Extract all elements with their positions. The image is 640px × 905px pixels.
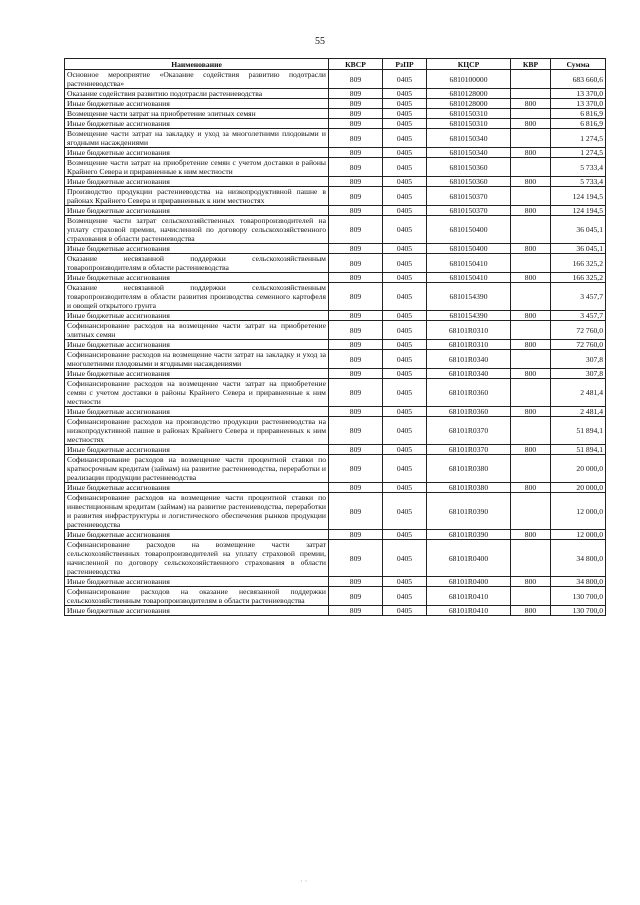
row-kcsr: 6810150370: [427, 206, 511, 216]
row-rzpr: 0405: [383, 216, 427, 244]
row-kvsr: 809: [329, 369, 383, 379]
row-rzpr: 0405: [383, 369, 427, 379]
row-kvsr: 809: [329, 254, 383, 273]
row-name: Софинансирование расходов на оказание несвязанной поддержки сельскохозяйственным товаропроизводителям в области растениеводства: [65, 587, 329, 606]
row-kvr: 800: [511, 273, 551, 283]
row-name: Софинансирование расходов на возмещение части процентной ставки по краткосрочным кредитам (займам) на развитие растениеводства, переработки и реализации продукции растениеводства: [65, 455, 329, 483]
table-row: [65, 340, 606, 350]
row-kcsr: 6810150360: [427, 158, 511, 177]
row-sum: 166 325,2: [551, 273, 606, 283]
row-kvr: 800: [511, 407, 551, 417]
row-rzpr: 0405: [383, 407, 427, 417]
row-name: Софинансирование расходов на производство продукции растениеводства на низкопродуктивной пашне в районах Крайнего Севера и приравненных к ним местностях: [65, 417, 329, 445]
row-kcsr: 6810150410: [427, 254, 511, 273]
header-row: [65, 59, 606, 70]
row-sum: 6 816,9: [551, 109, 606, 119]
row-sum: 36 045,1: [551, 216, 606, 244]
row-kvsr: 809: [329, 340, 383, 350]
table-row: [65, 445, 606, 455]
table-row: [65, 187, 606, 206]
row-kvr: [511, 129, 551, 148]
row-kvr: 800: [511, 177, 551, 187]
row-kvr: 800: [511, 206, 551, 216]
table-row: [65, 606, 606, 616]
row-rzpr: 0405: [383, 109, 427, 119]
row-sum: 20 000,0: [551, 455, 606, 483]
row-kvsr: 809: [329, 89, 383, 99]
row-kvsr: 809: [329, 206, 383, 216]
row-kcsr: 6810150410: [427, 273, 511, 283]
row-sum: 5 733,4: [551, 177, 606, 187]
row-kvsr: 809: [329, 540, 383, 577]
row-kcsr: 68101R0340: [427, 350, 511, 369]
row-rzpr: 0405: [383, 244, 427, 254]
row-kcsr: 68101R0380: [427, 455, 511, 483]
table-row: [65, 99, 606, 109]
header-kvr: КВР: [511, 59, 551, 70]
row-rzpr: 0405: [383, 177, 427, 187]
row-name: Оказание несвязанной поддержки сельскохозяйственным товаропроизводителям в области развития производства семенного картофеля и овощей открытого грунта: [65, 283, 329, 311]
row-sum: 13 370,0: [551, 99, 606, 109]
row-name: Иные бюджетные ассигнования: [65, 340, 329, 350]
row-kcsr: 68101R0410: [427, 587, 511, 606]
table-row: [65, 587, 606, 606]
row-kcsr: 6810150400: [427, 244, 511, 254]
row-sum: 12 000,0: [551, 493, 606, 530]
table-row: [65, 177, 606, 187]
row-rzpr: 0405: [383, 350, 427, 369]
row-kvr: [511, 158, 551, 177]
table-row: [65, 283, 606, 311]
row-sum: 72 760,0: [551, 340, 606, 350]
row-kvr: [511, 89, 551, 99]
row-sum: 1 274,5: [551, 129, 606, 148]
table-row: [65, 311, 606, 321]
row-name: Иные бюджетные ассигнования: [65, 99, 329, 109]
row-kvsr: 809: [329, 119, 383, 129]
row-name: Оказание несвязанной поддержки сельскохозяйственным товаропроизводителям в области растениеводства: [65, 254, 329, 273]
row-rzpr: 0405: [383, 417, 427, 445]
row-rzpr: 0405: [383, 493, 427, 530]
row-sum: 1 274,5: [551, 148, 606, 158]
row-kcsr: 68101R0370: [427, 445, 511, 455]
row-kcsr: 6810150360: [427, 177, 511, 187]
budget-table: [64, 58, 606, 616]
row-kvr: 800: [511, 606, 551, 616]
row-sum: 34 800,0: [551, 577, 606, 587]
row-name: Иные бюджетные ассигнования: [65, 606, 329, 616]
row-sum: 130 700,0: [551, 587, 606, 606]
row-kvr: 800: [511, 99, 551, 109]
row-rzpr: 0405: [383, 311, 427, 321]
row-kvr: [511, 350, 551, 369]
table-row: [65, 530, 606, 540]
row-rzpr: 0405: [383, 148, 427, 158]
header-kvsr: КВСР: [329, 59, 383, 70]
row-name: Иные бюджетные ассигнования: [65, 577, 329, 587]
row-kvsr: 809: [329, 109, 383, 119]
table-row: [65, 158, 606, 177]
scan-artifact: · ·: [300, 877, 308, 886]
row-kvsr: 809: [329, 587, 383, 606]
row-rzpr: 0405: [383, 540, 427, 577]
row-sum: 51 894,1: [551, 445, 606, 455]
row-kcsr: 68101R0380: [427, 483, 511, 493]
row-sum: 36 045,1: [551, 244, 606, 254]
row-name: Возмещение части затрат на закладку и уход за многолетними плодовыми и ягодными насаждениями: [65, 129, 329, 148]
row-kcsr: 6810154390: [427, 311, 511, 321]
row-rzpr: 0405: [383, 577, 427, 587]
row-rzpr: 0405: [383, 283, 427, 311]
row-kvsr: 809: [329, 417, 383, 445]
table-row: [65, 369, 606, 379]
row-rzpr: 0405: [383, 340, 427, 350]
row-rzpr: 0405: [383, 119, 427, 129]
table-row: [65, 577, 606, 587]
row-kcsr: 68101R0360: [427, 379, 511, 407]
row-kvsr: 809: [329, 177, 383, 187]
row-rzpr: 0405: [383, 530, 427, 540]
row-name: Иные бюджетные ассигнования: [65, 407, 329, 417]
row-kcsr: 6810128000: [427, 99, 511, 109]
row-rzpr: 0405: [383, 158, 427, 177]
row-kcsr: 68101R0340: [427, 369, 511, 379]
table-row: [65, 483, 606, 493]
row-kvr: [511, 493, 551, 530]
row-kcsr: 6810150310: [427, 109, 511, 119]
row-rzpr: 0405: [383, 606, 427, 616]
row-name: Софинансирование расходов на возмещение части затрат на приобретение семян с учетом доставки в районы Крайнего Севера и приравненные к ним местности: [65, 379, 329, 407]
row-kvsr: 809: [329, 483, 383, 493]
row-sum: 307,8: [551, 369, 606, 379]
table-row: [65, 350, 606, 369]
table-row: [65, 321, 606, 340]
row-name: Иные бюджетные ассигнования: [65, 244, 329, 254]
row-rzpr: 0405: [383, 206, 427, 216]
table-row: [65, 244, 606, 254]
row-name: Иные бюджетные ассигнования: [65, 530, 329, 540]
row-kvr: 800: [511, 530, 551, 540]
row-kcsr: 68101R0360: [427, 407, 511, 417]
row-sum: 34 800,0: [551, 540, 606, 577]
row-name: Софинансирование расходов на возмещение части затрат на закладку и уход за многолетними плодовыми и ягодными насаждениями: [65, 350, 329, 369]
table-row: [65, 254, 606, 273]
row-kcsr: 68101R0400: [427, 540, 511, 577]
row-name: Иные бюджетные ассигнования: [65, 206, 329, 216]
row-kvr: 800: [511, 340, 551, 350]
row-kcsr: 6810154390: [427, 283, 511, 311]
row-rzpr: 0405: [383, 187, 427, 206]
table-row: [65, 206, 606, 216]
row-sum: 124 194,5: [551, 187, 606, 206]
row-kvr: [511, 187, 551, 206]
row-kvsr: 809: [329, 148, 383, 158]
table-row: [65, 148, 606, 158]
table-row: [65, 109, 606, 119]
row-kvsr: 809: [329, 321, 383, 340]
row-kcsr: 68101R0400: [427, 577, 511, 587]
row-kvr: 800: [511, 445, 551, 455]
row-kcsr: 68101R0310: [427, 321, 511, 340]
row-name: Иные бюджетные ассигнования: [65, 311, 329, 321]
row-kvsr: 809: [329, 530, 383, 540]
row-rzpr: 0405: [383, 70, 427, 89]
row-kcsr: 68101R0370: [427, 417, 511, 445]
row-sum: 2 481,4: [551, 407, 606, 417]
row-kvsr: 809: [329, 311, 383, 321]
row-kvr: [511, 455, 551, 483]
table-row: [65, 540, 606, 577]
table-row: [65, 273, 606, 283]
row-name: Иные бюджетные ассигнования: [65, 483, 329, 493]
row-kvr: [511, 70, 551, 89]
row-kvr: 800: [511, 244, 551, 254]
row-kvr: [511, 379, 551, 407]
table-row: [65, 417, 606, 445]
row-name: Иные бюджетные ассигнования: [65, 273, 329, 283]
row-sum: 12 000,0: [551, 530, 606, 540]
row-rzpr: 0405: [383, 483, 427, 493]
row-sum: 6 816,9: [551, 119, 606, 129]
row-kvr: 800: [511, 119, 551, 129]
row-sum: 51 894,1: [551, 417, 606, 445]
row-sum: 72 760,0: [551, 321, 606, 340]
row-name: Оказание содействия развитию подотрасли растениеводства: [65, 89, 329, 99]
row-kvsr: 809: [329, 216, 383, 244]
row-kvr: 800: [511, 369, 551, 379]
row-kvsr: 809: [329, 244, 383, 254]
row-name: Софинансирование расходов на возмещение части процентной ставки по инвестиционным кредитам (займам) на развитие растениеводства, переработки и развития инфраструктуры и логистического обеспечения рынков продукции растениеводства: [65, 493, 329, 530]
row-kvr: [511, 216, 551, 244]
header-kcsr: КЦСР: [427, 59, 511, 70]
row-name: Производство продукции растениеводства на низкопродуктивной пашне в районах Крайнего Севера и приравненных к ним местностях: [65, 187, 329, 206]
table-row: [65, 407, 606, 417]
row-kcsr: 6810150340: [427, 129, 511, 148]
row-rzpr: 0405: [383, 273, 427, 283]
table-row: [65, 129, 606, 148]
row-sum: 166 325,2: [551, 254, 606, 273]
row-kcsr: 6810128000: [427, 89, 511, 99]
row-kvr: [511, 283, 551, 311]
table-row: [65, 70, 606, 89]
row-kcsr: 6810150310: [427, 119, 511, 129]
row-name: Иные бюджетные ассигнования: [65, 445, 329, 455]
row-name: Основное мероприятие «Оказание содействия развитию подотрасли растениеводства»: [65, 70, 329, 89]
row-kvsr: 809: [329, 493, 383, 530]
row-sum: 683 660,6: [551, 70, 606, 89]
table-row: [65, 379, 606, 407]
row-kcsr: 68101R0390: [427, 493, 511, 530]
row-sum: 124 194,5: [551, 206, 606, 216]
row-rzpr: 0405: [383, 321, 427, 340]
row-rzpr: 0405: [383, 89, 427, 99]
row-sum: 2 481,4: [551, 379, 606, 407]
row-kvsr: 809: [329, 606, 383, 616]
row-kcsr: 68101R0310: [427, 340, 511, 350]
row-sum: 20 000,0: [551, 483, 606, 493]
row-sum: 13 370,0: [551, 89, 606, 99]
row-kvr: [511, 254, 551, 273]
row-kcsr: 68101R0390: [427, 530, 511, 540]
row-kcsr: 6810150340: [427, 148, 511, 158]
row-rzpr: 0405: [383, 379, 427, 407]
row-kvsr: 809: [329, 455, 383, 483]
row-kvsr: 809: [329, 445, 383, 455]
row-rzpr: 0405: [383, 129, 427, 148]
row-name: Возмещение части затрат сельскохозяйственных товаропроизводителей на уплату страховой премии, начисленной по договору сельскохозяйственного страхования в области растениеводства: [65, 216, 329, 244]
table-row: [65, 455, 606, 483]
row-name: Иные бюджетные ассигнования: [65, 148, 329, 158]
row-kcsr: 6810100000: [427, 70, 511, 89]
row-kvsr: 809: [329, 70, 383, 89]
table-row: [65, 493, 606, 530]
row-kvsr: 809: [329, 379, 383, 407]
row-name: Иные бюджетные ассигнования: [65, 369, 329, 379]
row-name: Софинансирование расходов на возмещение части затрат на приобретение элитных семян: [65, 321, 329, 340]
row-kcsr: 6810150370: [427, 187, 511, 206]
row-rzpr: 0405: [383, 455, 427, 483]
row-kcsr: 68101R0410: [427, 606, 511, 616]
page-number: 55: [315, 36, 325, 47]
row-rzpr: 0405: [383, 445, 427, 455]
row-kvr: [511, 321, 551, 340]
row-name: Иные бюджетные ассигнования: [65, 119, 329, 129]
row-name: Возмещение части затрат на приобретение семян с учетом доставки в районы Крайнего Севера и приравненные к ним местности: [65, 158, 329, 177]
row-kvsr: 809: [329, 273, 383, 283]
row-name: Возмещение части затрат на приобретение элитных семян: [65, 109, 329, 119]
row-sum: 5 733,4: [551, 158, 606, 177]
row-kvsr: 809: [329, 350, 383, 369]
row-kvsr: 809: [329, 158, 383, 177]
row-kvsr: 809: [329, 129, 383, 148]
table-row: [65, 216, 606, 244]
row-sum: 130 700,0: [551, 606, 606, 616]
row-kvsr: 809: [329, 283, 383, 311]
row-sum: 3 457,7: [551, 311, 606, 321]
header-rzpr: РзПР: [383, 59, 427, 70]
row-rzpr: 0405: [383, 99, 427, 109]
table-row: [65, 89, 606, 99]
row-name: Софинансирование расходов на возмещение части затрат сельскохозяйственных товаропроизводителей на уплату страховой премии, начисленной по договору сельскохозяйственного страхования в области растениеводства: [65, 540, 329, 577]
row-name: Иные бюджетные ассигнования: [65, 177, 329, 187]
row-kvsr: 809: [329, 577, 383, 587]
row-kvr: [511, 587, 551, 606]
row-kvr: [511, 417, 551, 445]
row-kvr: 800: [511, 311, 551, 321]
row-kcsr: 6810150400: [427, 216, 511, 244]
row-kvr: 800: [511, 577, 551, 587]
row-kvsr: 809: [329, 99, 383, 109]
row-rzpr: 0405: [383, 254, 427, 273]
row-sum: 3 457,7: [551, 283, 606, 311]
row-kvr: [511, 540, 551, 577]
header-sum: Сумма: [551, 59, 606, 70]
row-kvsr: 809: [329, 407, 383, 417]
table-row: [65, 119, 606, 129]
row-rzpr: 0405: [383, 587, 427, 606]
row-kvr: 800: [511, 148, 551, 158]
row-kvsr: 809: [329, 187, 383, 206]
header-name: Наименование: [65, 59, 329, 70]
row-sum: 307,8: [551, 350, 606, 369]
row-kvr: [511, 109, 551, 119]
row-kvr: 800: [511, 483, 551, 493]
